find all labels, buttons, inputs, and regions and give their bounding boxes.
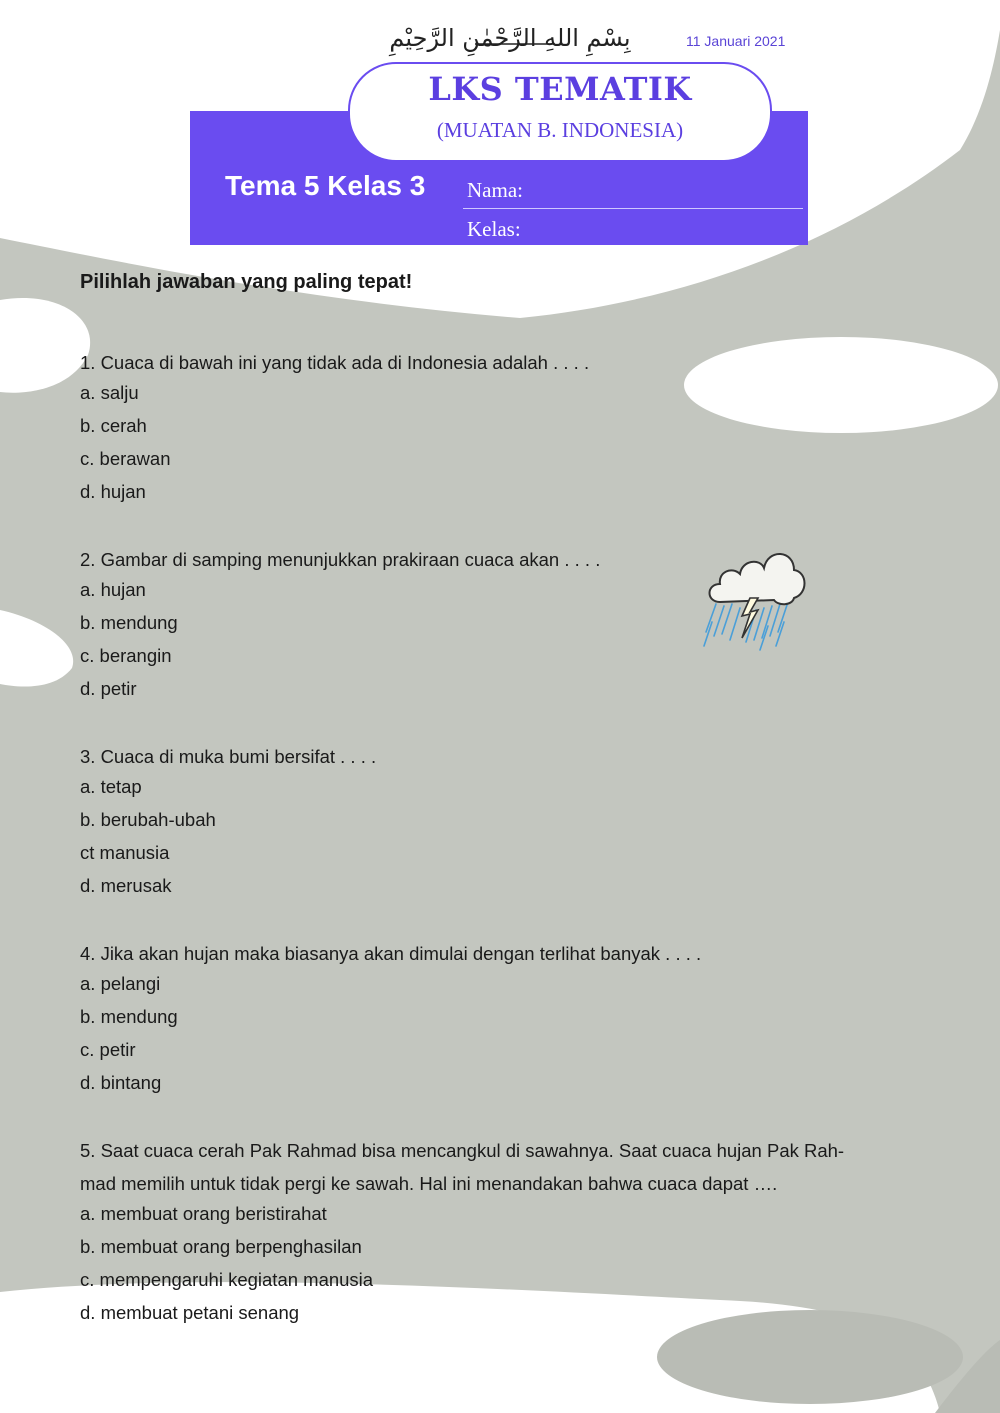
option-b[interactable]: b. membuat orang berpenghasilan [80,1236,362,1257]
question-4 [80,937,925,1102]
option-a[interactable]: a. pelangi [80,973,161,994]
option-d[interactable]: d. membuat petani senang [80,1302,300,1323]
worksheet-title: LKS TEMATIK [428,70,692,108]
option-c[interactable]: c. berangin [80,645,172,666]
worksheet-subtitle: (MUATAN B. INDONESIA) [436,118,684,142]
question-prompt: 3. Cuaca di muka bumi bersifat . . . . [80,746,377,767]
title-box [348,62,772,162]
option-c[interactable]: c. mempengaruhi kegiatan manusia [80,1269,374,1290]
option-d[interactable]: d. hujan [80,481,146,502]
option-c[interactable]: ct manusia [80,842,170,863]
name-field-line[interactable] [463,208,803,209]
option-b[interactable]: b. cerah [80,415,147,436]
option-b[interactable]: b. mendung [80,612,178,633]
theme-class-label: Tema 5 Kelas 3 [225,170,426,201]
question-prompt: 4. Jika akan hujan maka biasanya akan dimulai dengan terlihat banyak . . . . [80,943,702,964]
option-d[interactable]: d. merusak [80,875,172,896]
option-a[interactable]: a. salju [80,382,139,403]
option-d[interactable]: d. bintang [80,1072,162,1093]
question-list [80,346,925,1364]
question-prompt: 1. Cuaca di bawah ini yang tidak ada di Indonesia adalah . . . . [80,352,590,373]
option-d[interactable]: d. petir [80,678,137,699]
question-prompt: 2. Gambar di samping menunjukkan prakiraan cuaca akan . . . . [80,549,601,570]
date-label: 11 Januari 2021 [686,33,786,49]
option-b[interactable]: b. berubah-ubah [80,809,216,830]
rain-thunder-cloud-icon [698,542,810,654]
basmala-calligraphy [365,14,655,58]
name-field-label: Nama: [467,178,523,202]
question-5 [80,1134,925,1332]
option-c[interactable]: c. berawan [80,448,171,469]
class-field-label: Kelas: [467,217,521,241]
option-a[interactable]: a. tetap [80,776,142,797]
question-prompt-line-2: mad memilih untuk tidak pergi ke sawah. Hal ini menandakan bahwa cuaca dapat …. [80,1173,778,1194]
option-a[interactable]: a. membuat orang beristirahat [80,1203,327,1224]
question-3 [80,740,925,905]
option-c[interactable]: c. petir [80,1039,136,1060]
question-1 [80,346,925,511]
question-prompt-line-1: 5. Saat cuaca cerah Pak Rahmad bisa mencangkul di sawahnya. Saat cuaca hujan Pak Rah- [80,1140,845,1161]
option-a[interactable]: a. hujan [80,579,146,600]
option-b[interactable]: b. mendung [80,1006,178,1027]
basmala-text: بِسْمِ اللهِ الرَّحْمٰنِ الرَّحِيْمِ [389,24,631,52]
instruction-text: Pilihlah jawaban yang paling tepat! [80,271,413,293]
